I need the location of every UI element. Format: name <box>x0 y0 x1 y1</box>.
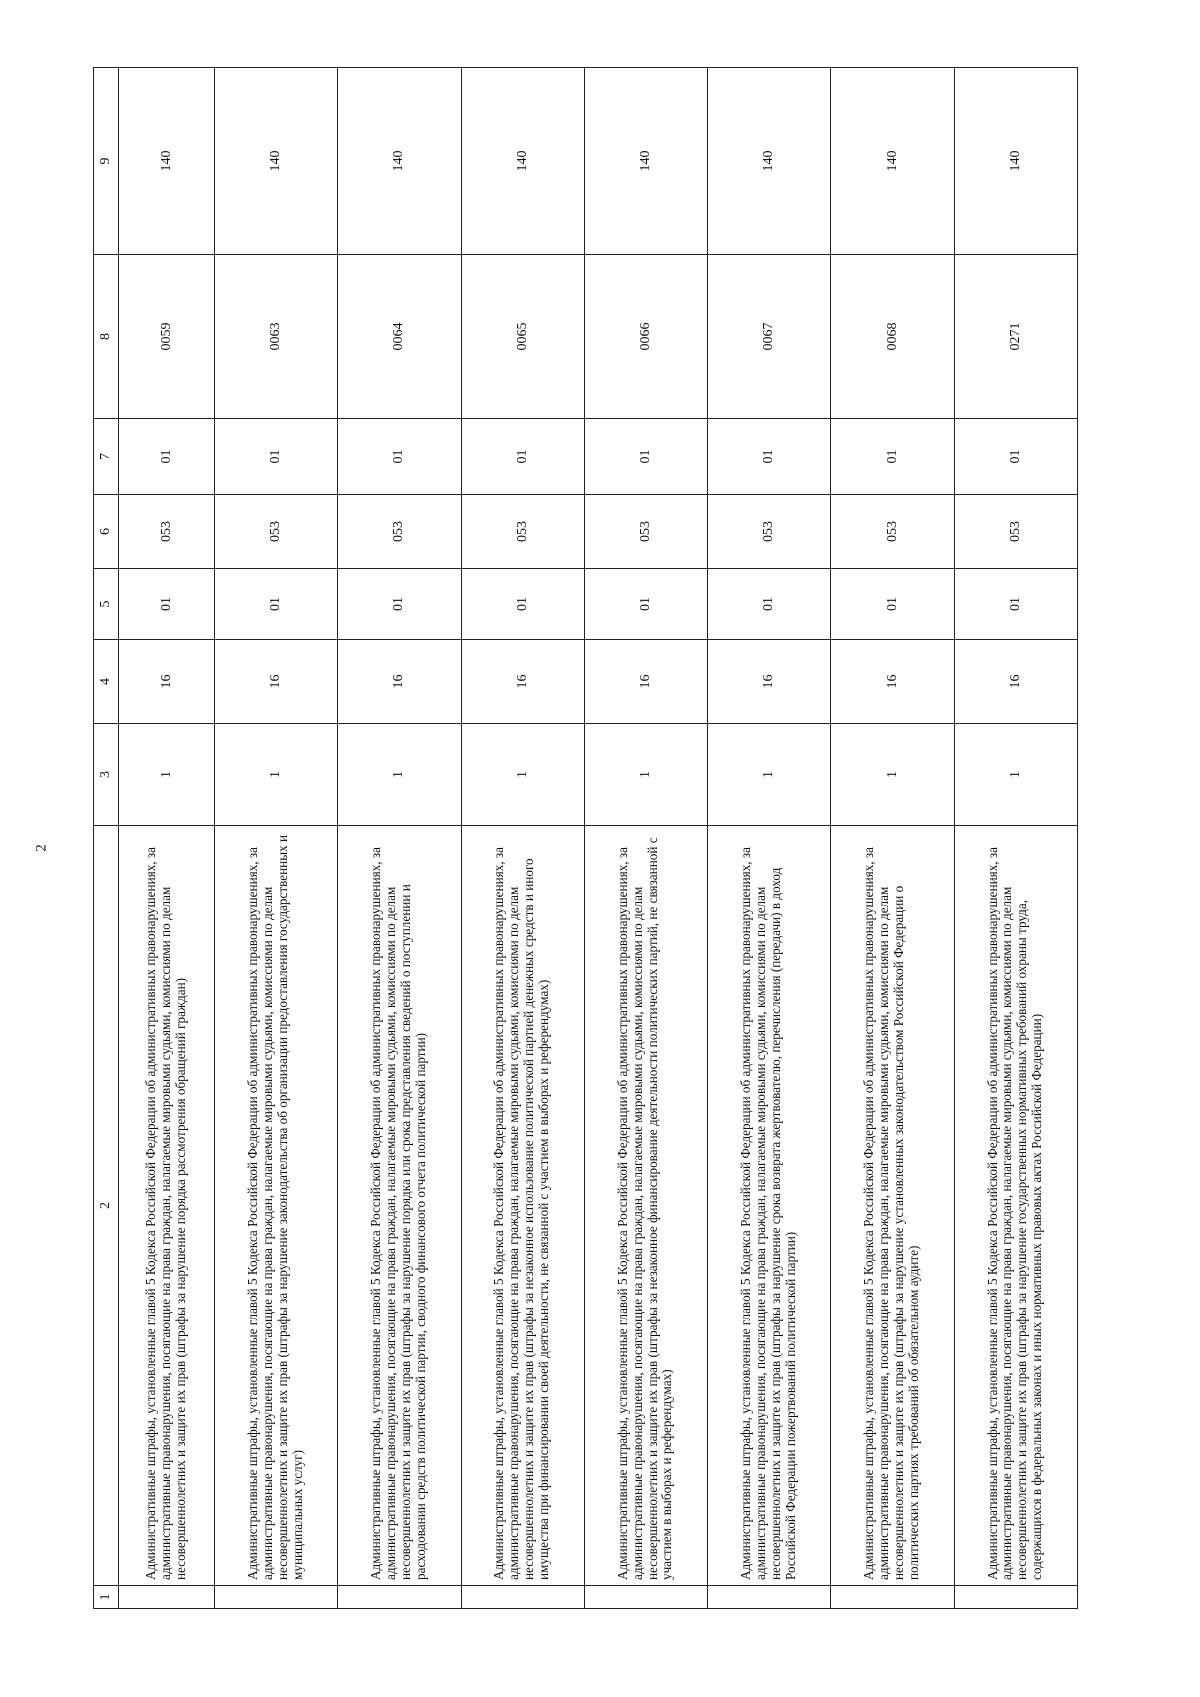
row-col-5: 01 <box>831 569 954 640</box>
row-col-1 <box>119 1586 215 1609</box>
row-col-4: 16 <box>461 640 584 724</box>
row-col-3: 1 <box>215 724 338 826</box>
row-col-1 <box>338 1586 461 1609</box>
header-col-2: 2 <box>94 826 119 1586</box>
header-col-8: 8 <box>94 255 119 419</box>
row-col-4: 16 <box>954 640 1077 724</box>
row-col-7: 01 <box>119 419 215 495</box>
table-row <box>461 68 584 1609</box>
row-col-1 <box>215 1586 338 1609</box>
row-col-5: 01 <box>215 569 338 640</box>
table-row <box>215 68 338 1609</box>
table-row <box>119 68 215 1609</box>
row-col-4: 16 <box>831 640 954 724</box>
table-row <box>708 68 831 1609</box>
row-description: Административные штрафы, установленные главой 5 Кодекса Российской Федерации об административных правонарушениях, за административные правонарушения, посягающие на права граждан, налагаемые мировыми судьями, комиссиями по делам несовершеннолетних и защите их прав (штрафы за нарушение порядка рассмотрения обращений граждан) <box>119 826 215 1586</box>
row-col-7: 01 <box>708 419 831 495</box>
row-col-1 <box>708 1586 831 1609</box>
row-col-9: 140 <box>831 68 954 255</box>
row-col-6: 053 <box>954 495 1077 569</box>
row-col-7: 01 <box>461 419 584 495</box>
row-col-3: 1 <box>338 724 461 826</box>
row-col-3: 1 <box>119 724 215 826</box>
row-col-7: 01 <box>831 419 954 495</box>
row-col-3: 1 <box>831 724 954 826</box>
row-col-4: 16 <box>119 640 215 724</box>
header-col-9: 9 <box>94 68 119 255</box>
row-description: Административные штрафы, установленные главой 5 Кодекса Российской Федерации об административных правонарушениях, за административные правонарушения, посягающие на права граждан, налагаемые мировыми судьями, комиссиями по делам несовершеннолетних и защите их прав (штрафы за нарушение государственных нормативных требований охраны труда, содержащихся в федеральных законах и иных нормативных правовых актах Российской Федерации) <box>954 826 1077 1586</box>
row-description: Административные штрафы, установленные главой 5 Кодекса Российской Федерации об административных правонарушениях, за административные правонарушения, посягающие на права граждан, налагаемые мировыми судьями, комиссиями по делам несовершеннолетних и защите их прав (штрафы за незаконное финансирование деятельности политических партий, не связанной с участием в выборах и референдумах) <box>584 826 707 1586</box>
row-col-3: 1 <box>461 724 584 826</box>
row-col-6: 053 <box>119 495 215 569</box>
row-col-9: 140 <box>954 68 1077 255</box>
table-row <box>338 68 461 1609</box>
row-col-8: 0067 <box>708 255 831 419</box>
rotated-table-container <box>93 88 1078 1609</box>
row-col-1 <box>584 1586 707 1609</box>
row-col-9: 140 <box>215 68 338 255</box>
row-col-4: 16 <box>215 640 338 724</box>
row-col-3: 1 <box>584 724 707 826</box>
header-col-6: 6 <box>94 495 119 569</box>
row-col-3: 1 <box>954 724 1077 826</box>
row-description: Административные штрафы, установленные главой 5 Кодекса Российской Федерации об административных правонарушениях, за административные правонарушения, посягающие на права граждан, налагаемые мировыми судьями, комиссиями по делам несовершеннолетних и защите их прав (штрафы за незаконное использование политической партией денежных средств и иного имущества при финансировании своей деятельности, не связанной с участием в выборах и референдумах) <box>461 826 584 1586</box>
row-col-5: 01 <box>461 569 584 640</box>
row-col-6: 053 <box>338 495 461 569</box>
row-col-7: 01 <box>954 419 1077 495</box>
budget-codes-table <box>93 67 1078 1609</box>
row-col-4: 16 <box>584 640 707 724</box>
row-col-8: 0064 <box>338 255 461 419</box>
row-col-4: 16 <box>708 640 831 724</box>
row-col-7: 01 <box>215 419 338 495</box>
row-col-7: 01 <box>584 419 707 495</box>
row-col-3: 1 <box>708 724 831 826</box>
row-col-9: 140 <box>119 68 215 255</box>
table-row <box>954 68 1077 1609</box>
row-col-5: 01 <box>708 569 831 640</box>
row-col-6: 053 <box>584 495 707 569</box>
row-col-8: 0066 <box>584 255 707 419</box>
row-col-8: 0068 <box>831 255 954 419</box>
row-col-9: 140 <box>584 68 707 255</box>
row-description: Административные штрафы, установленные главой 5 Кодекса Российской Федерации об административных правонарушениях, за административные правонарушения, посягающие на права граждан, налагаемые мировыми судьями, комиссиями по делам несовершеннолетних и защите их прав (штрафы за нарушение установленных законодательством Российской Федерации о политических партиях требований об обязательном аудите) <box>831 826 954 1586</box>
row-description: Административные штрафы, установленные главой 5 Кодекса Российской Федерации об административных правонарушениях, за административные правонарушения, посягающие на права граждан, налагаемые мировыми судьями, комиссиями по делам несовершеннолетних и защите их прав (штрафы за нарушение срока возврата жертвователю, перечисления (передачи) в доход Российской Федерации пожертвований политической партии) <box>708 826 831 1586</box>
row-col-9: 140 <box>461 68 584 255</box>
table-row <box>831 68 954 1609</box>
row-col-6: 053 <box>215 495 338 569</box>
row-col-5: 01 <box>119 569 215 640</box>
row-col-8: 0063 <box>215 255 338 419</box>
row-col-5: 01 <box>584 569 707 640</box>
row-col-9: 140 <box>338 68 461 255</box>
row-col-5: 01 <box>338 569 461 640</box>
row-col-7: 01 <box>338 419 461 495</box>
row-col-1 <box>461 1586 584 1609</box>
header-col-7: 7 <box>94 419 119 495</box>
row-col-9: 140 <box>708 68 831 255</box>
table-body <box>119 68 1078 1609</box>
header-col-3: 3 <box>94 724 119 826</box>
row-description: Административные штрафы, установленные главой 5 Кодекса Российской Федерации об административных правонарушениях, за административные правонарушения, посягающие на права граждан, налагаемые мировыми судьями, комиссиями по делам несовершеннолетних и защите их прав (штрафы за нарушение законодательства об организации предоставления государственных и муниципальных услуг) <box>215 826 338 1586</box>
row-col-8: 0059 <box>119 255 215 419</box>
row-col-6: 053 <box>831 495 954 569</box>
row-col-5: 01 <box>954 569 1077 640</box>
header-row <box>94 68 119 1609</box>
page-number: 2 <box>33 844 50 852</box>
row-col-1 <box>954 1586 1077 1609</box>
header-col-4: 4 <box>94 640 119 724</box>
row-col-6: 053 <box>708 495 831 569</box>
row-description: Административные штрафы, установленные главой 5 Кодекса Российской Федерации об административных правонарушениях, за административные правонарушения, посягающие на права граждан, налагаемые мировыми судьями, комиссиями по делам несовершеннолетних и защите их прав (штрафы за нарушение порядка или срока представления сведений о поступлении и расходовании средств политической партии, сводного финансового отчета политической партии) <box>338 826 461 1586</box>
header-col-5: 5 <box>94 569 119 640</box>
row-col-1 <box>831 1586 954 1609</box>
row-col-8: 0065 <box>461 255 584 419</box>
header-col-1: 1 <box>94 1586 119 1609</box>
row-col-8: 0271 <box>954 255 1077 419</box>
row-col-4: 16 <box>338 640 461 724</box>
table-row <box>584 68 707 1609</box>
row-col-6: 053 <box>461 495 584 569</box>
